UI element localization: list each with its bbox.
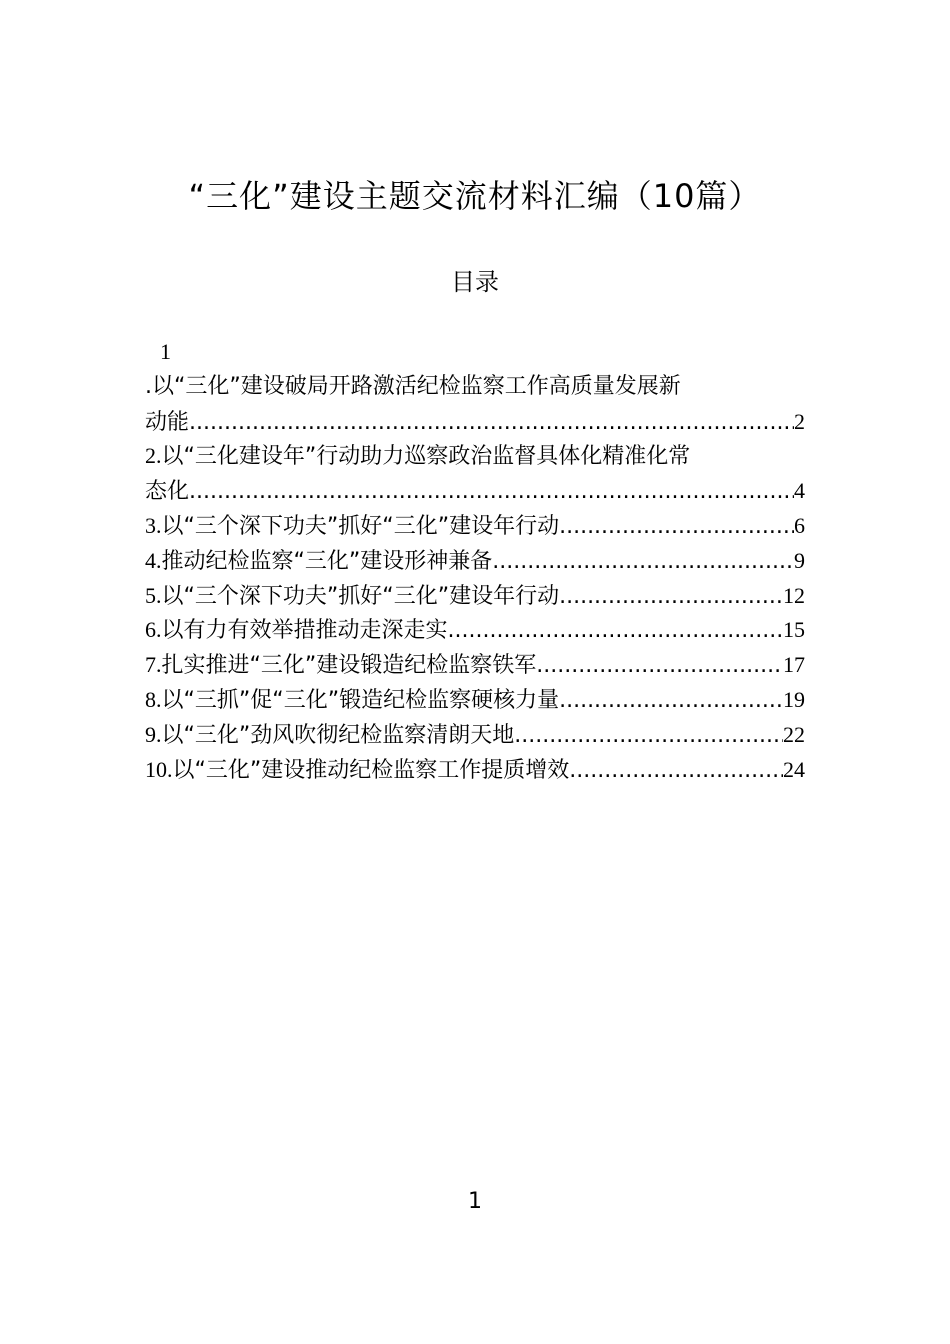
toc-entry-2-line-2[interactable] [145,474,805,509]
toc-entry-number: 1 [160,339,171,364]
dot-leader [559,580,783,615]
toc-entry-text: 以“三个深下功夫”抓好“三化”建设年行动 [161,583,560,609]
toc-entry-2-line-1[interactable] [145,439,805,474]
toc-heading: 目录 [451,268,499,296]
toc-entry-3[interactable] [145,509,805,544]
dot-leader [448,614,783,649]
toc-entry-number: 5. [145,582,162,608]
document-title: “三化”建设主题交流材料汇编（10篇） [188,177,762,215]
page-number: 1 [468,1189,482,1214]
toc-entry-4[interactable] [145,544,805,579]
dot-leader [189,475,794,510]
toc-entry-5[interactable] [145,579,805,614]
toc-entry-number: 10. [145,756,173,782]
toc-entry-page: 22 [783,721,805,747]
toc-entry-8[interactable] [145,683,805,718]
toc-entry-number: 4. [145,547,162,573]
toc-entry-1-number-line [145,335,805,370]
toc-entry-page: 6 [794,512,805,538]
table-of-contents [145,335,805,787]
toc-entry-page: 15 [783,617,805,643]
toc-entry-text: .以“三化”建设破局开路激活纪检监察工作高质量发展新 [145,373,681,399]
toc-entry-number: 3. [145,512,162,538]
toc-entry-page: 2 [794,408,805,434]
toc-entry-7[interactable] [145,648,805,683]
dot-leader [492,545,794,580]
toc-entry-text: 推动纪检监察“三化”建设形神兼备 [161,548,493,574]
toc-entry-text: 以有力有效举措推动走深走实 [161,618,448,644]
toc-entry-text: 以“三抓”促“三化”锻造纪检监察硬核力量 [161,687,560,713]
toc-entry-number: 6. [145,617,162,643]
toc-entry-number: 7. [145,652,162,678]
toc-entry-page: 24 [783,756,805,782]
toc-entry-text: 以“三化建设年”行动助力巡察政治监督具体化精准化常 [161,444,691,470]
toc-entry-number: 2. [145,443,162,469]
toc-entry-text: 以“三化”劲风吹彻纪检监察清朗天地 [161,722,515,748]
toc-entry-text: 以“三个深下功夫”抓好“三化”建设年行动 [161,513,560,539]
dot-leader [189,406,794,441]
dot-leader [559,510,794,545]
toc-entry-6[interactable] [145,613,805,648]
toc-entry-number: 8. [145,686,162,712]
toc-entry-text: 动能 [145,409,190,435]
toc-entry-page: 17 [783,652,805,678]
dot-leader [559,684,783,719]
toc-entry-9[interactable] [145,718,805,753]
toc-entry-number: 9. [145,721,162,747]
dot-leader [514,719,783,754]
toc-entry-1-line-1[interactable] [145,370,805,405]
toc-entry-text: 扎实推进“三化”建设锻造纪检监察铁军 [161,653,537,679]
toc-entry-text: 以“三化”建设推动纪检监察工作提质增效 [172,757,570,783]
toc-entry-1-line-2[interactable] [145,405,805,440]
dot-leader [569,754,783,789]
toc-entry-page: 4 [794,478,805,504]
dot-leader [536,649,783,684]
toc-entry-10[interactable] [145,753,805,788]
toc-entry-page: 12 [783,582,805,608]
toc-entry-page: 9 [794,547,805,573]
toc-entry-text: 态化 [145,479,190,505]
toc-entry-page: 19 [783,686,805,712]
